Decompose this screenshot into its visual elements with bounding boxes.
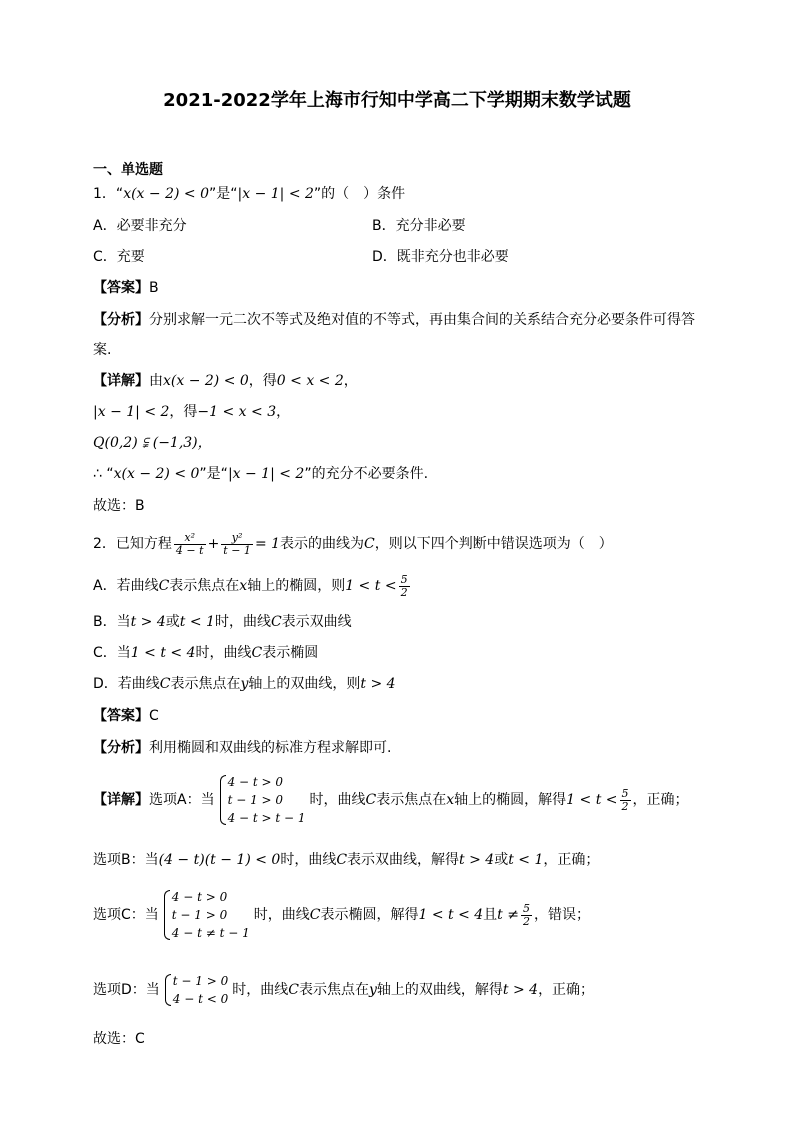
q2-number: 2．	[93, 536, 116, 552]
equation-system: t − 1 > 0 4 − t < 0	[164, 972, 228, 1008]
q2-analysis: 【分析】利用椭圆和双曲线的标准方程求解即可.	[93, 740, 392, 756]
fraction: $\frac{5}{2}$	[522, 901, 530, 928]
q1-option-d: D．既非充分也非必要	[372, 249, 509, 265]
q1-choice: 故选：B	[93, 498, 145, 514]
equation-system: 4 − t > 0 t − 1 > 0 4 − t ≠ t − 1	[163, 888, 250, 942]
page-title: 2021-2022学年上海市行知中学高二下学期期末数学试题	[163, 90, 631, 111]
q1-stem: 1．“x(x − 2) < 0”是“|x − 1| < 2”的（ ）条件	[93, 186, 406, 202]
section-heading: 一、单选题	[93, 162, 163, 178]
q1-detail-line-4: ∴ “x(x − 2) < 0”是“|x − 1| < 2”的充分不必要条件.	[93, 466, 429, 482]
analysis-label: 【分析】	[93, 740, 149, 756]
q2-detail-b: 选项B：当(4 − t)(t − 1) < 0时，曲线C表示双曲线，解得t > 4或t < 1，正确；	[93, 852, 600, 868]
q2-detail-c: 选项C：当 4 − t > 0 t − 1 > 0 4 − t ≠ t − 1 时，曲线C表示椭圆，解得1 < t < 4且t ≠ $\frac{5}{2}$ ，错误；	[93, 890, 590, 940]
q2-option-d: D．若曲线C表示焦点在y轴上的双曲线，则t > 4	[93, 676, 396, 692]
q1-answer: 【答案】B	[93, 280, 159, 296]
fraction: $\frac{\text{y²}}{t - 1}$	[223, 530, 251, 557]
q2-detail-d: 选项D：当 t − 1 > 0 4 − t < 0 时，曲线C表示焦点在y轴上的双曲线，解得t > 4，正确；	[93, 974, 595, 1006]
q1-analysis-cont: 案.	[93, 342, 112, 358]
q1-condition-1: x(x − 2) < 0	[123, 186, 209, 202]
q1-option-b: B．充分非必要	[372, 218, 466, 234]
q2-choice: 故选：C	[93, 1031, 145, 1047]
detail-label: 【详解】	[93, 373, 149, 389]
fraction: $\frac{5}{2}$	[400, 572, 408, 599]
equation-system: 4 − t > 0 t − 1 > 0 4 − t > t − 1	[219, 773, 306, 827]
q2-option-b: B．当t > 4或t < 1时，曲线C表示双曲线	[93, 614, 352, 630]
answer-label: 【答案】	[93, 280, 149, 296]
q1-option-a: A．必要非充分	[93, 218, 187, 234]
q1-detail-line-1: 【详解】由x(x − 2) < 0，得0 < x < 2，	[93, 373, 358, 389]
q2-option-a: A．若曲线C表示焦点在x轴上的椭圆，则1 < t < $\frac{5}{2}$	[93, 572, 408, 599]
q2-detail-a: 【详解】选项A：当 4 − t > 0 t − 1 > 0 4 − t > t − 1 时，曲线C表示焦点在x轴上的椭圆，解得1 < t < $\frac{5}{2}$ ，正确；	[93, 775, 689, 825]
q2-answer: 【答案】C	[93, 708, 159, 724]
q1-option-c: C．充要	[93, 249, 145, 265]
q1-detail-line-3: Q(0,2) ⫋ (−1,3)，	[93, 435, 212, 451]
q1-analysis: 【分析】分别求解一元二次不等式及绝对值的不等式，再由集合间的关系结合充分必要条件可得答	[93, 312, 695, 328]
analysis-label: 【分析】	[93, 312, 149, 328]
q2-option-c: C．当1 < t < 4时，曲线C表示椭圆	[93, 645, 319, 661]
q1-condition-2: |x − 1| < 2	[237, 186, 314, 202]
q1-number: 1．	[93, 186, 116, 202]
fraction: $\frac{5}{2}$	[621, 786, 629, 813]
fraction: $\frac{\text{x²}}{4 - t}$	[175, 530, 204, 557]
detail-label: 【详解】	[93, 792, 149, 808]
q2-stem: 2．已知方程 $\frac{\text{x²}}{4 - t}$ + $\frac{\text{y²}}{t - 1}$ = 1表示的曲线为C，则以下四个判断中错误选项为（ ）	[93, 530, 613, 557]
q1-detail-line-2: |x − 1| < 2，得−1 < x < 3，	[93, 404, 291, 420]
answer-label: 【答案】	[93, 708, 149, 724]
